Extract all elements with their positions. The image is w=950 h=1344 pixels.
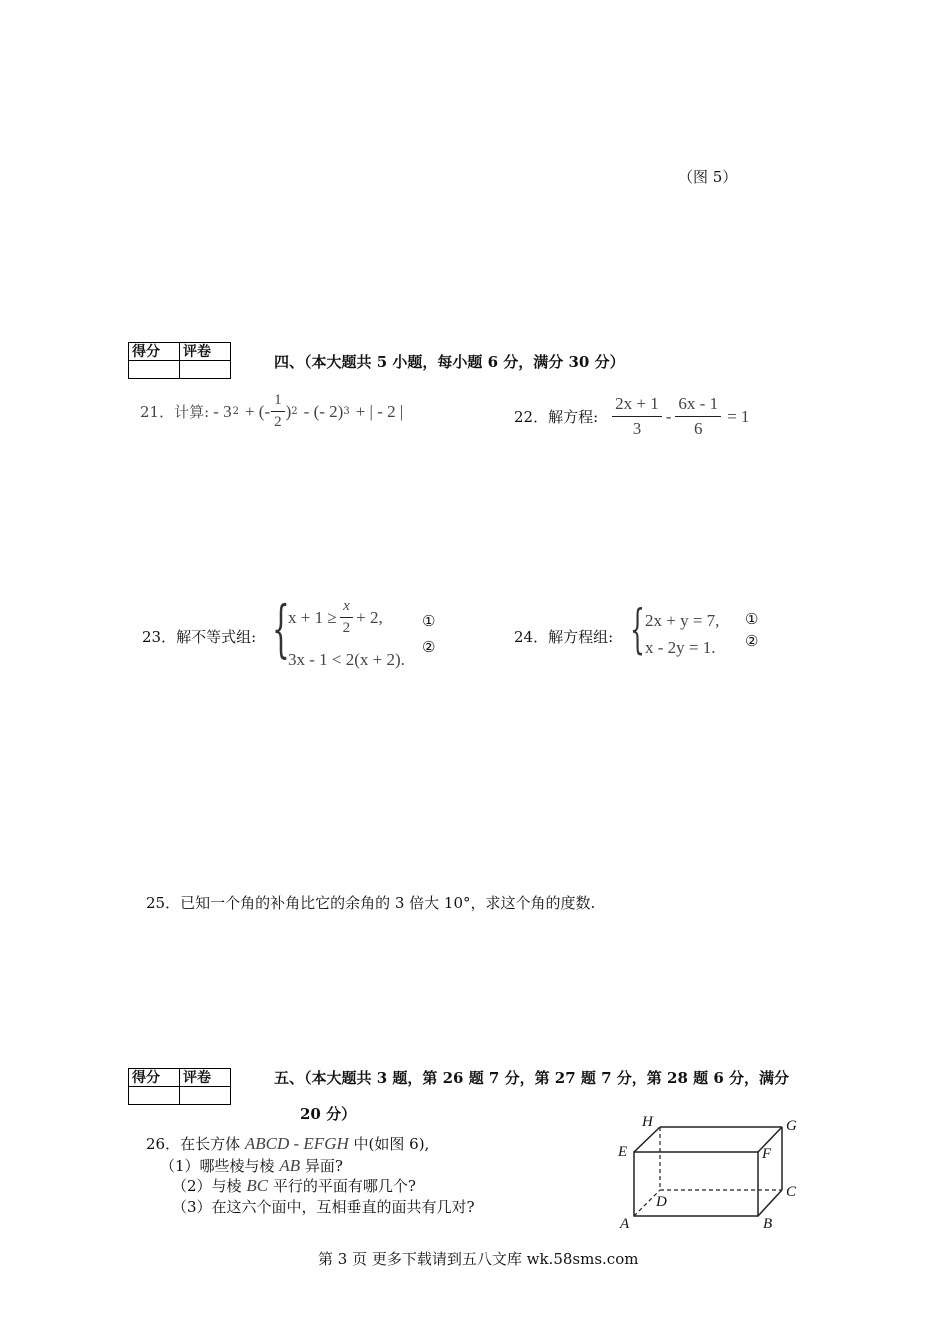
section5-heading-line2: 20 分）	[300, 1105, 357, 1123]
q26-sub1-text-a: （1）哪些棱与棱	[160, 1157, 275, 1175]
q24-label: 24．解方程组:	[514, 628, 614, 646]
q22-frac2-den: 6	[694, 419, 703, 438]
cuboid-label-C: C	[786, 1184, 797, 1200]
q23-left-brace: {	[272, 592, 290, 665]
q26-sub-2	[172, 1175, 416, 1196]
q24-equation-1: 2x + y = 7,	[645, 611, 720, 630]
score-box-cell-score	[129, 1087, 180, 1105]
q23-line1-left: x + 1 ≥	[288, 607, 337, 627]
cuboid-edge-BC	[758, 1190, 782, 1216]
q22-frac2-num: 6x - 1	[675, 394, 721, 417]
q23-mark-1: ①	[422, 612, 436, 630]
score-box-cell-grader	[180, 361, 231, 379]
q21-frac-num: 1	[271, 392, 285, 412]
section4-heading: 四、（本大题共 5 小题，每小题 6 分，满分 30 分）	[274, 353, 625, 371]
cuboid-front-face	[634, 1152, 758, 1216]
q21-term1-exp: 2	[232, 406, 239, 417]
score-box-cell-grader	[180, 1087, 231, 1105]
cuboid-label-G: G	[786, 1118, 797, 1134]
q22-rhs: = 1	[727, 406, 750, 426]
q21-term2: + (-	[244, 401, 271, 421]
q26-intro-math: ABCD - EFGH	[244, 1134, 349, 1153]
cuboid-label-D: D	[656, 1194, 667, 1210]
q21-term4: - (- 2)	[303, 401, 344, 421]
q23-line1-fraction	[340, 598, 354, 637]
q21-fraction	[271, 392, 285, 431]
q22-fraction1	[612, 394, 662, 439]
score-box-label-defen: 得分	[129, 343, 180, 361]
score-box-label-pingjuan: 评卷	[180, 343, 231, 361]
q21-label: 21．计算:	[140, 403, 210, 421]
q26-sub2-text-b: 平行的平面有哪几个?	[272, 1177, 416, 1195]
q23-line1-frac-den: 2	[342, 620, 351, 636]
cuboid-label-E: E	[618, 1144, 628, 1160]
q21-term4-exp: 3	[343, 406, 350, 417]
question-25: 25．已知一个角的补角比它的余角的 3 倍大 10°，求这个角的度数.	[146, 894, 596, 912]
question-22	[514, 394, 749, 439]
q24-left-brace: {	[630, 600, 645, 660]
cuboid-edge-EH	[634, 1127, 660, 1152]
cuboid-label-F: F	[762, 1146, 772, 1162]
q22-label: 22．解方程:	[514, 408, 599, 426]
q26-sub1-math: AB	[279, 1156, 301, 1175]
q24-equation-2: x - 2y = 1.	[645, 638, 716, 657]
q26-intro-text-b: 中(如图 6),	[353, 1135, 430, 1153]
q22-frac1-den: 3	[632, 419, 642, 438]
figure5-caption: （图 5）	[678, 168, 738, 186]
q23-inequality-1	[288, 598, 383, 637]
q23-mark-2: ②	[422, 638, 436, 656]
q21-frac-den: 2	[274, 414, 282, 430]
q26-intro-text-a: 26．在长方体	[146, 1135, 241, 1153]
q22-frac1-num: 2x + 1	[612, 394, 662, 417]
q24-mark-2: ②	[745, 632, 759, 650]
page-footer: 第 3 页 更多下载请到五八文库 wk.58sms.com	[318, 1250, 639, 1268]
q26-sub-1	[160, 1155, 343, 1176]
q21-term3: )	[285, 401, 292, 421]
score-box-label-defen: 得分	[129, 1069, 180, 1087]
q23-line1-right: + 2,	[356, 607, 383, 627]
q23-inequality-2: 3x - 1 < 2(x + 2).	[288, 650, 405, 669]
q24-mark-1: ①	[745, 610, 759, 628]
q22-fraction2	[675, 394, 721, 439]
q22-minus: -	[665, 406, 672, 426]
q26-intro	[146, 1133, 429, 1154]
cuboid-label-H: H	[642, 1114, 653, 1130]
q21-term1: - 3	[213, 401, 232, 421]
score-box-cell-score	[129, 361, 180, 379]
score-box-section4	[128, 342, 231, 379]
q21-term5: + | - 2 |	[355, 401, 404, 421]
q26-sub1-text-b: 异面?	[304, 1157, 343, 1175]
figure6-cuboid	[610, 1110, 797, 1232]
cuboid-label-B: B	[763, 1216, 773, 1232]
q21-term3-exp: 2	[291, 406, 298, 417]
cuboid-label-A: A	[620, 1216, 630, 1232]
q23-label: 23．解不等式组:	[142, 628, 257, 646]
section5-heading-line1: 五、（本大题共 3 题，第 26 题 7 分，第 27 题 7 分，第 28 题 6 分，满分	[274, 1069, 789, 1087]
question-21	[140, 392, 403, 431]
q26-sub2-math: BC	[246, 1176, 269, 1195]
q26-sub2-text-a: （2）与棱	[172, 1177, 242, 1195]
q26-sub-3: （3）在这六个面中，互相垂直的面共有几对?	[172, 1198, 475, 1216]
q23-line1-frac-num: x	[340, 598, 353, 618]
score-box-section5	[128, 1068, 231, 1105]
score-box-label-pingjuan: 评卷	[180, 1069, 231, 1087]
